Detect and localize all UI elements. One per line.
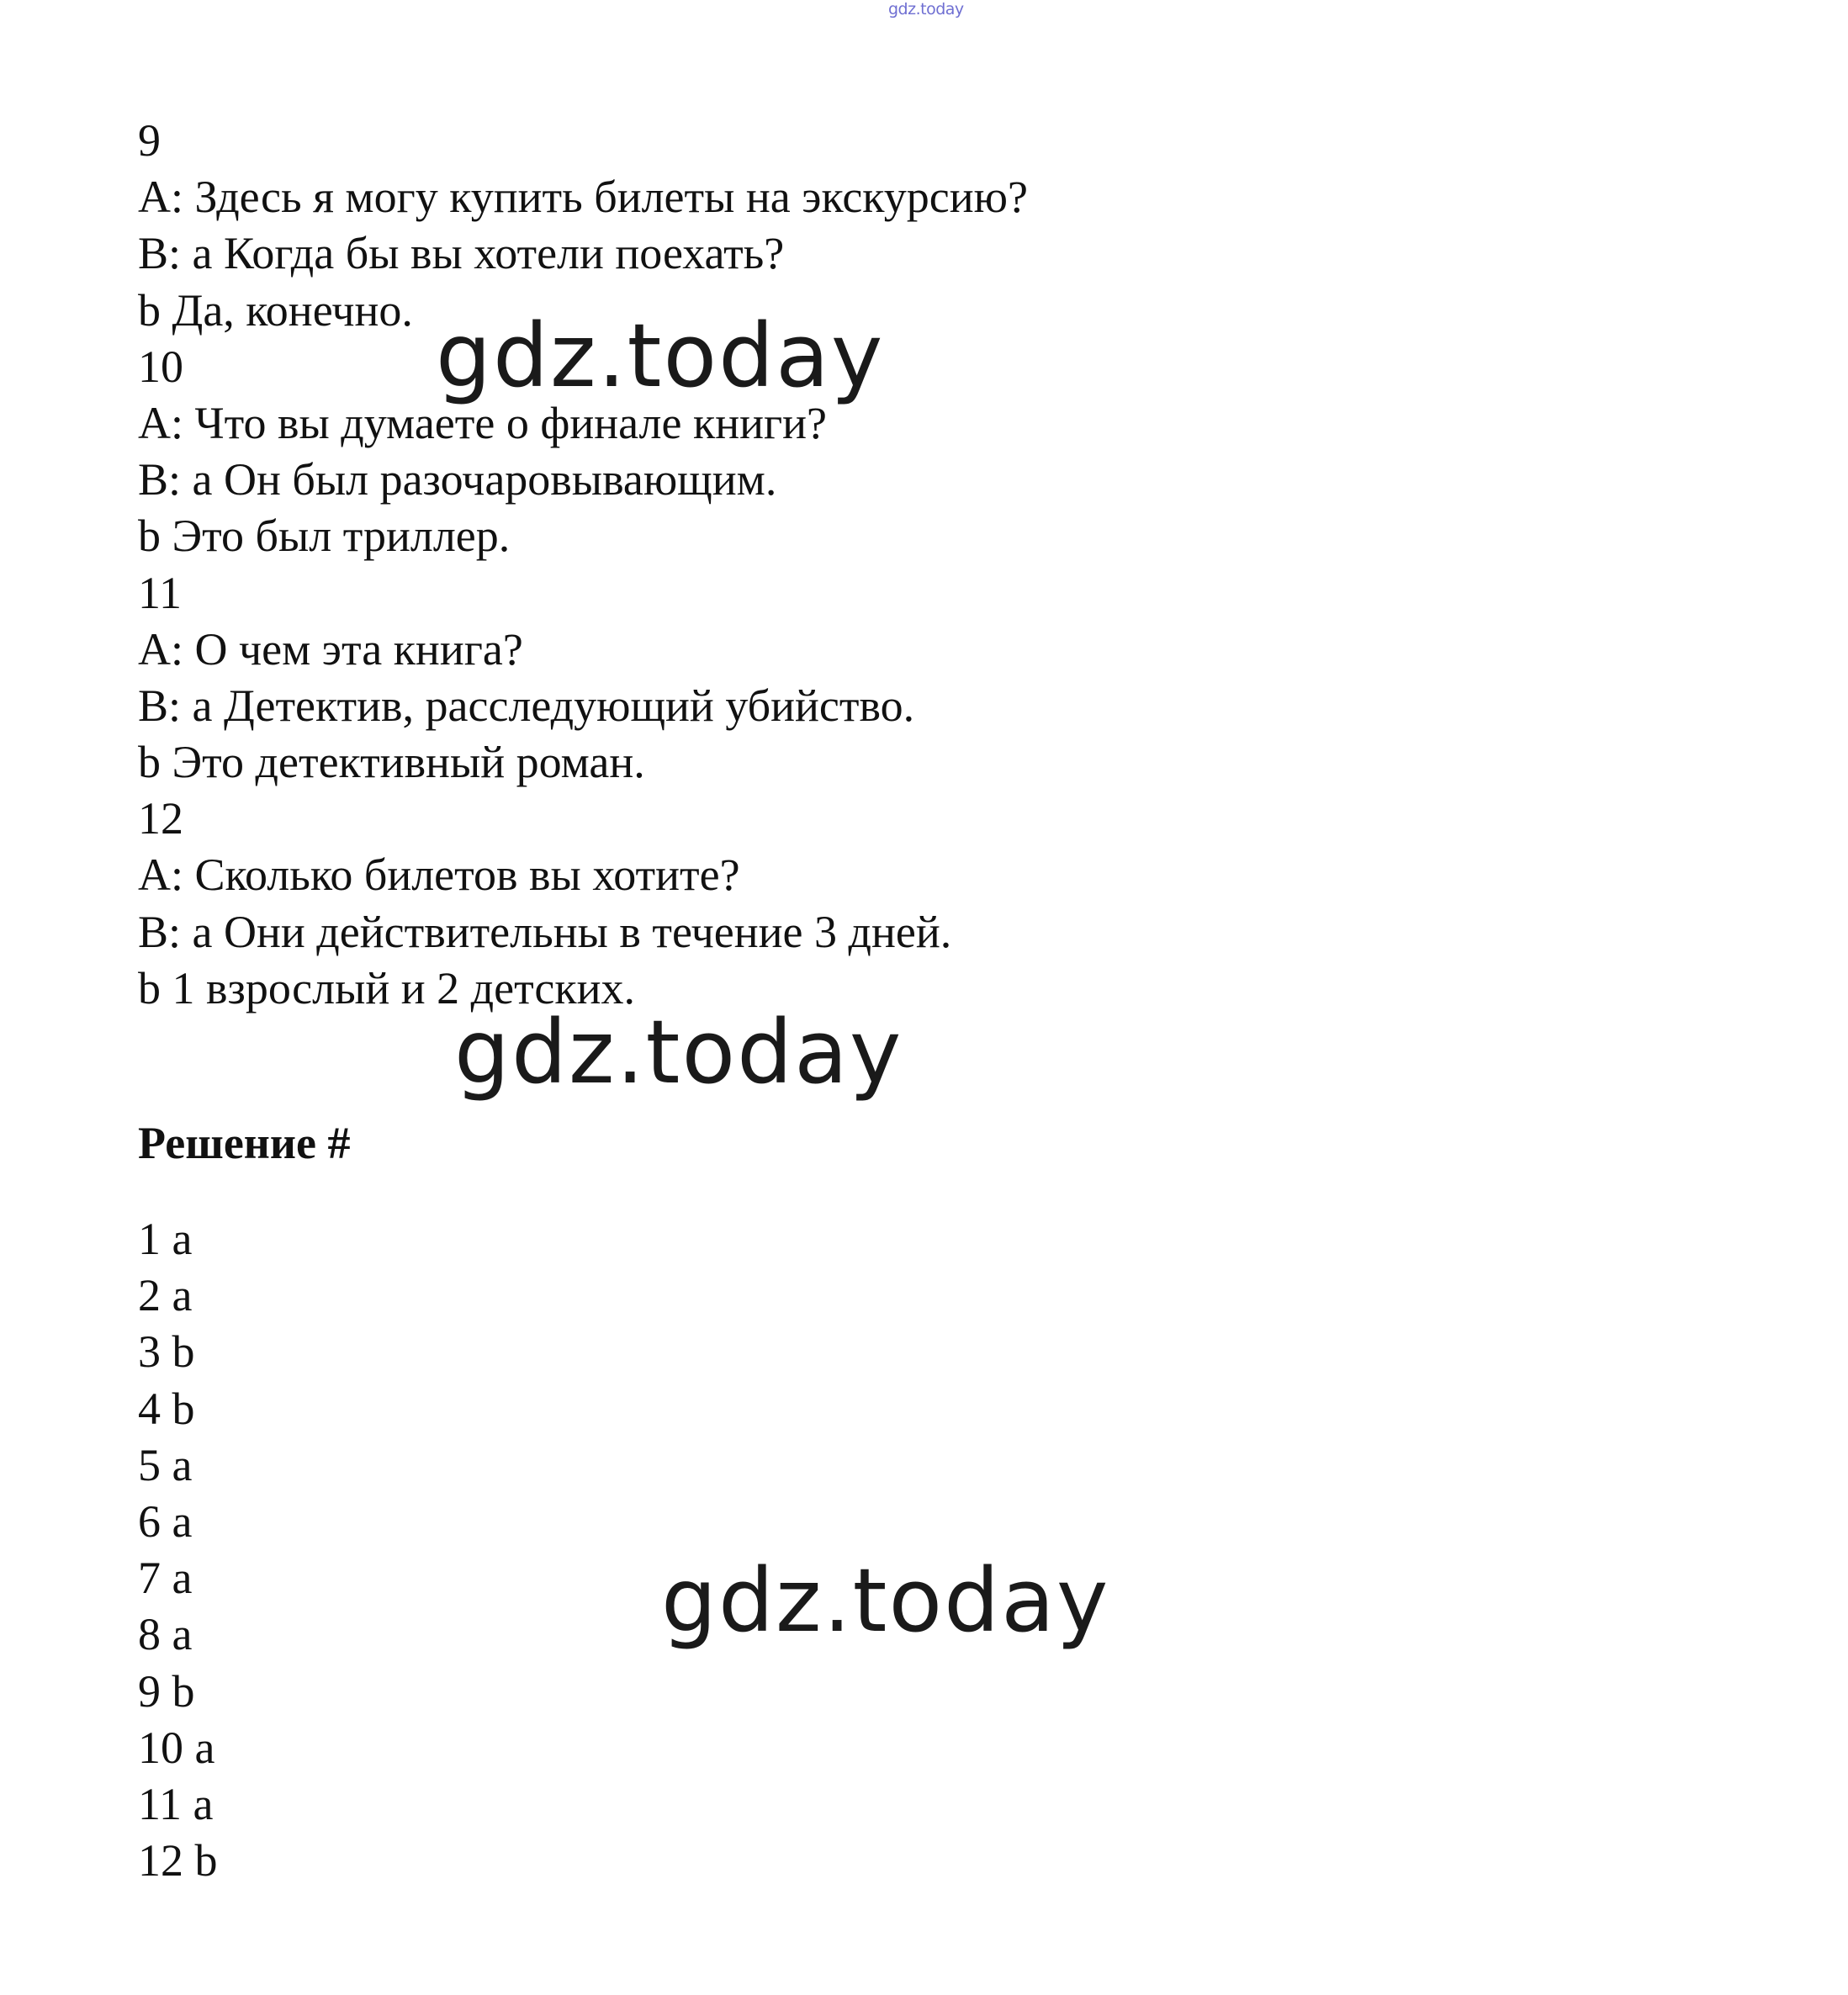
- answer-item: 6 a: [138, 1495, 193, 1547]
- answer-item: 10 a: [138, 1722, 215, 1773]
- answer-item: 12 b: [138, 1835, 218, 1887]
- watermark-text: gdz.today: [661, 1549, 1110, 1652]
- answer-item: 7 a: [138, 1553, 193, 1604]
- answer-item: 2 a: [138, 1270, 193, 1321]
- answer-item: 3 b: [138, 1326, 195, 1378]
- answer-item: 11 a: [138, 1778, 214, 1829]
- question-12-option-a: B: a Они действительны в течение 3 дней.: [138, 906, 952, 957]
- question-number-12: 12: [138, 793, 183, 844]
- question-9-line-a: A: Здесь я могу купить билеты на экскурсию?: [138, 172, 1028, 223]
- dialogue-block: [138, 113, 1736, 1017]
- answer-item: 8 a: [138, 1609, 193, 1660]
- answer-item: 1 a: [138, 1214, 193, 1264]
- question-number-11: 11: [138, 567, 182, 618]
- question-12-option-b: b 1 взрослый и 2 детских.: [138, 962, 635, 1013]
- question-10-line-a: A: Что вы думаете о финале книги?: [138, 397, 828, 448]
- question-12-line-a: A: Сколько билетов вы хотите?: [138, 849, 740, 901]
- question-9-option-a: B: a Когда бы вы хотели поехать?: [138, 228, 785, 279]
- answer-list: [138, 1211, 218, 1889]
- header-watermark: gdz.today: [888, 0, 964, 19]
- question-number-10: 10: [138, 341, 183, 392]
- watermark-text: gdz.today: [436, 304, 885, 407]
- question-11-option-a: B: a Детектив, расследующий убийство.: [138, 680, 915, 731]
- question-9-option-b: b Да, конечно.: [138, 284, 413, 336]
- question-10-option-a: B: a Он был разочаровывающим.: [138, 454, 777, 505]
- answer-item: 4 b: [138, 1383, 195, 1434]
- question-11-option-b: b Это детективный роман.: [138, 737, 645, 788]
- answer-item: 9 b: [138, 1665, 195, 1717]
- question-11-line-a: A: О чем эта книга?: [138, 623, 523, 675]
- question-10-option-b: b Это был триллер.: [138, 511, 511, 562]
- answer-item: 5 a: [138, 1439, 193, 1490]
- solution-heading: Решение #: [138, 1118, 351, 1168]
- watermark-text: gdz.today: [454, 1001, 903, 1103]
- question-number-9: 9: [138, 115, 161, 166]
